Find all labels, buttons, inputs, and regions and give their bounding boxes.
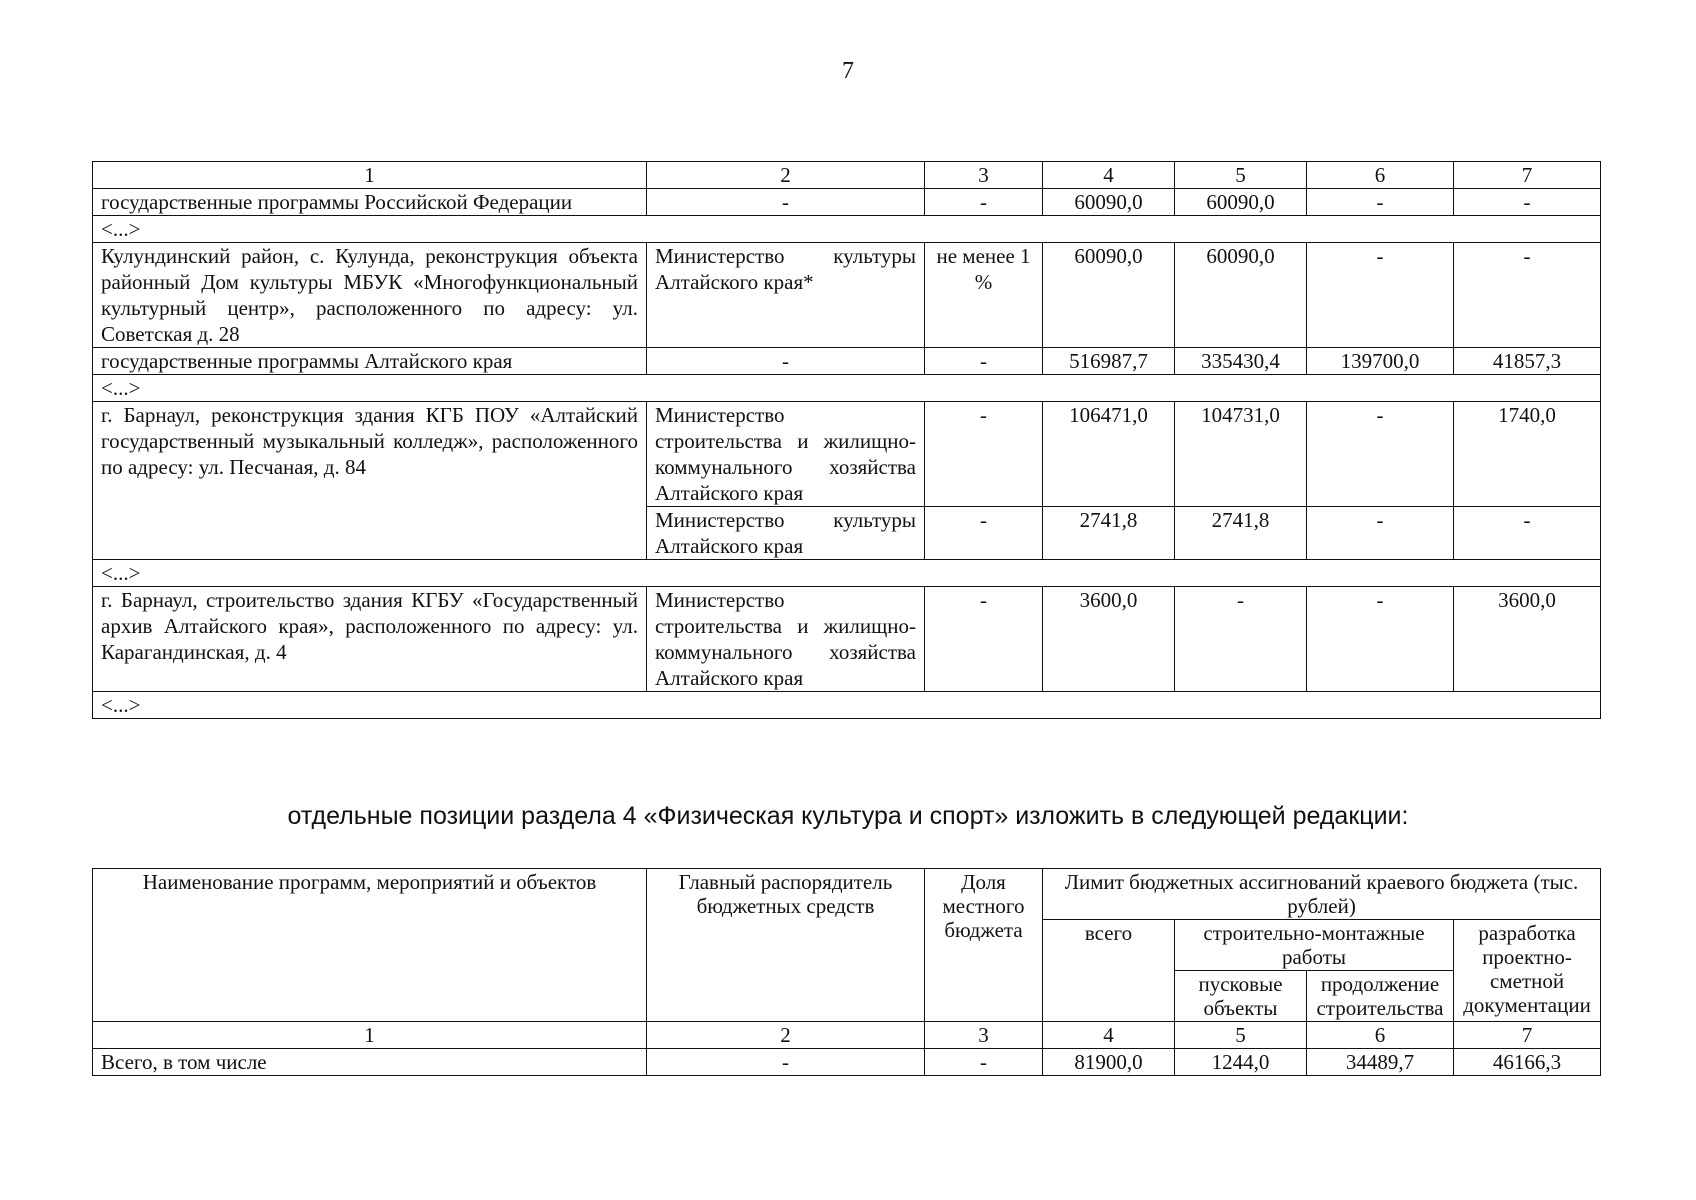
header-limit: Лимит бюджетных ассигнований краевого бюджета (тыс. рублей) xyxy=(1043,869,1601,920)
row-design: 3600,0 xyxy=(1454,587,1601,692)
row-share: не менее 1 % xyxy=(925,243,1043,348)
col-number: 4 xyxy=(1043,162,1175,189)
header-dept: Главный распорядитель бюджетных средств xyxy=(647,869,925,1022)
col-number: 7 xyxy=(1454,1022,1601,1049)
row-share: - xyxy=(925,402,1043,507)
header-works: строительно-монтажные работы xyxy=(1175,920,1454,971)
row-launch: 1244,0 xyxy=(1175,1049,1307,1076)
row-cont: - xyxy=(1307,587,1454,692)
table-row xyxy=(93,243,1601,348)
row-design: 41857,3 xyxy=(1454,348,1601,375)
section-instruction: отдельные позиции раздела 4 «Физическая культура и спорт» изложить в следующей редакции: xyxy=(287,802,1409,830)
row-launch: 2741,8 xyxy=(1175,507,1307,560)
ellipsis-row xyxy=(93,560,1601,587)
row-share: - xyxy=(925,507,1043,560)
col-number: 3 xyxy=(925,162,1043,189)
row-total: 3600,0 xyxy=(1043,587,1175,692)
row-name: государственные программы Российской Федерации xyxy=(93,189,647,216)
row-name: г. Барнаул, строительство здания КГБУ «Государственный архив Алтайского края», расположенного по адресу: ул. Карагандинская, д. 4 xyxy=(93,587,647,692)
table-row xyxy=(93,348,1601,375)
col-number: 6 xyxy=(1307,162,1454,189)
row-cont: - xyxy=(1307,402,1454,507)
row-dept: - xyxy=(647,348,925,375)
col-number: 3 xyxy=(925,1022,1043,1049)
page-number: 7 xyxy=(842,58,854,84)
row-share: - xyxy=(925,1049,1043,1076)
header-design: разработка проектно-сметной документации xyxy=(1454,920,1601,1022)
row-dept: Министерство строительства и жилищно-коммунального хозяйства Алтайского края xyxy=(647,402,925,507)
row-total: 81900,0 xyxy=(1043,1049,1175,1076)
table-row xyxy=(93,402,1601,507)
col-number: 5 xyxy=(1175,162,1307,189)
ellipsis-row xyxy=(93,375,1601,402)
row-cont: 139700,0 xyxy=(1307,348,1454,375)
row-name: г. Барнаул, реконструкция здания КГБ ПОУ «Алтайский государственный музыкальный колледж», расположенного по адресу: ул. Песчаная, д. 84 xyxy=(93,402,647,560)
col-number: 7 xyxy=(1454,162,1601,189)
row-design: - xyxy=(1454,507,1601,560)
ellipsis-row xyxy=(93,692,1601,719)
row-design: - xyxy=(1454,243,1601,348)
ellipsis: <...> xyxy=(93,560,1601,587)
col-number: 2 xyxy=(647,162,925,189)
col-number: 1 xyxy=(93,162,647,189)
row-cont: - xyxy=(1307,507,1454,560)
header-name: Наименование программ, мероприятий и объектов xyxy=(93,869,647,1022)
row-launch: 104731,0 xyxy=(1175,402,1307,507)
ellipsis: <...> xyxy=(93,375,1601,402)
row-share: - xyxy=(925,587,1043,692)
row-total: 2741,8 xyxy=(1043,507,1175,560)
row-dept: - xyxy=(647,189,925,216)
col-number: 2 xyxy=(647,1022,925,1049)
row-name: Кулундинский район, с. Кулунда, реконструкция объекта районный Дом культуры МБУК «Многофункциональный культурный центр», расположенного по адресу: ул. Советская д. 28 xyxy=(93,243,647,348)
row-dept: Министерство культуры Алтайского края xyxy=(647,507,925,560)
header-cont: продолжение строительства xyxy=(1307,971,1454,1022)
budget-table-culture xyxy=(92,161,1601,719)
row-total: 106471,0 xyxy=(1043,402,1175,507)
col-number: 1 xyxy=(93,1022,647,1049)
row-launch: 60090,0 xyxy=(1175,189,1307,216)
table-row xyxy=(93,1049,1601,1076)
row-launch: 60090,0 xyxy=(1175,243,1307,348)
row-dept: Министерство культуры Алтайского края* xyxy=(647,243,925,348)
row-total: 516987,7 xyxy=(1043,348,1175,375)
ellipsis: <...> xyxy=(93,216,1601,243)
column-number-row xyxy=(93,1022,1601,1049)
row-dept: - xyxy=(647,1049,925,1076)
row-design: 1740,0 xyxy=(1454,402,1601,507)
row-share: - xyxy=(925,348,1043,375)
row-design: - xyxy=(1454,189,1601,216)
table-row xyxy=(93,587,1601,692)
ellipsis-row xyxy=(93,216,1601,243)
row-design: 46166,3 xyxy=(1454,1049,1601,1076)
row-total: 60090,0 xyxy=(1043,243,1175,348)
column-number-row xyxy=(93,162,1601,189)
header-launch: пусковые объекты xyxy=(1175,971,1307,1022)
row-name: государственные программы Алтайского края xyxy=(93,348,647,375)
table-row xyxy=(93,189,1601,216)
col-number: 6 xyxy=(1307,1022,1454,1049)
budget-table-sport xyxy=(92,868,1601,1076)
ellipsis: <...> xyxy=(93,692,1601,719)
header-row xyxy=(93,869,1601,920)
header-share: Доля местного бюджета xyxy=(925,869,1043,1022)
row-name: Всего, в том числе xyxy=(93,1049,647,1076)
row-dept: Министерство строительства и жилищно-коммунального хозяйства Алтайского края xyxy=(647,587,925,692)
col-number: 4 xyxy=(1043,1022,1175,1049)
header-total: всего xyxy=(1043,920,1175,1022)
row-cont: - xyxy=(1307,189,1454,216)
row-cont: 34489,7 xyxy=(1307,1049,1454,1076)
col-number: 5 xyxy=(1175,1022,1307,1049)
row-launch: - xyxy=(1175,587,1307,692)
row-share: - xyxy=(925,189,1043,216)
row-cont: - xyxy=(1307,243,1454,348)
row-launch: 335430,4 xyxy=(1175,348,1307,375)
row-total: 60090,0 xyxy=(1043,189,1175,216)
